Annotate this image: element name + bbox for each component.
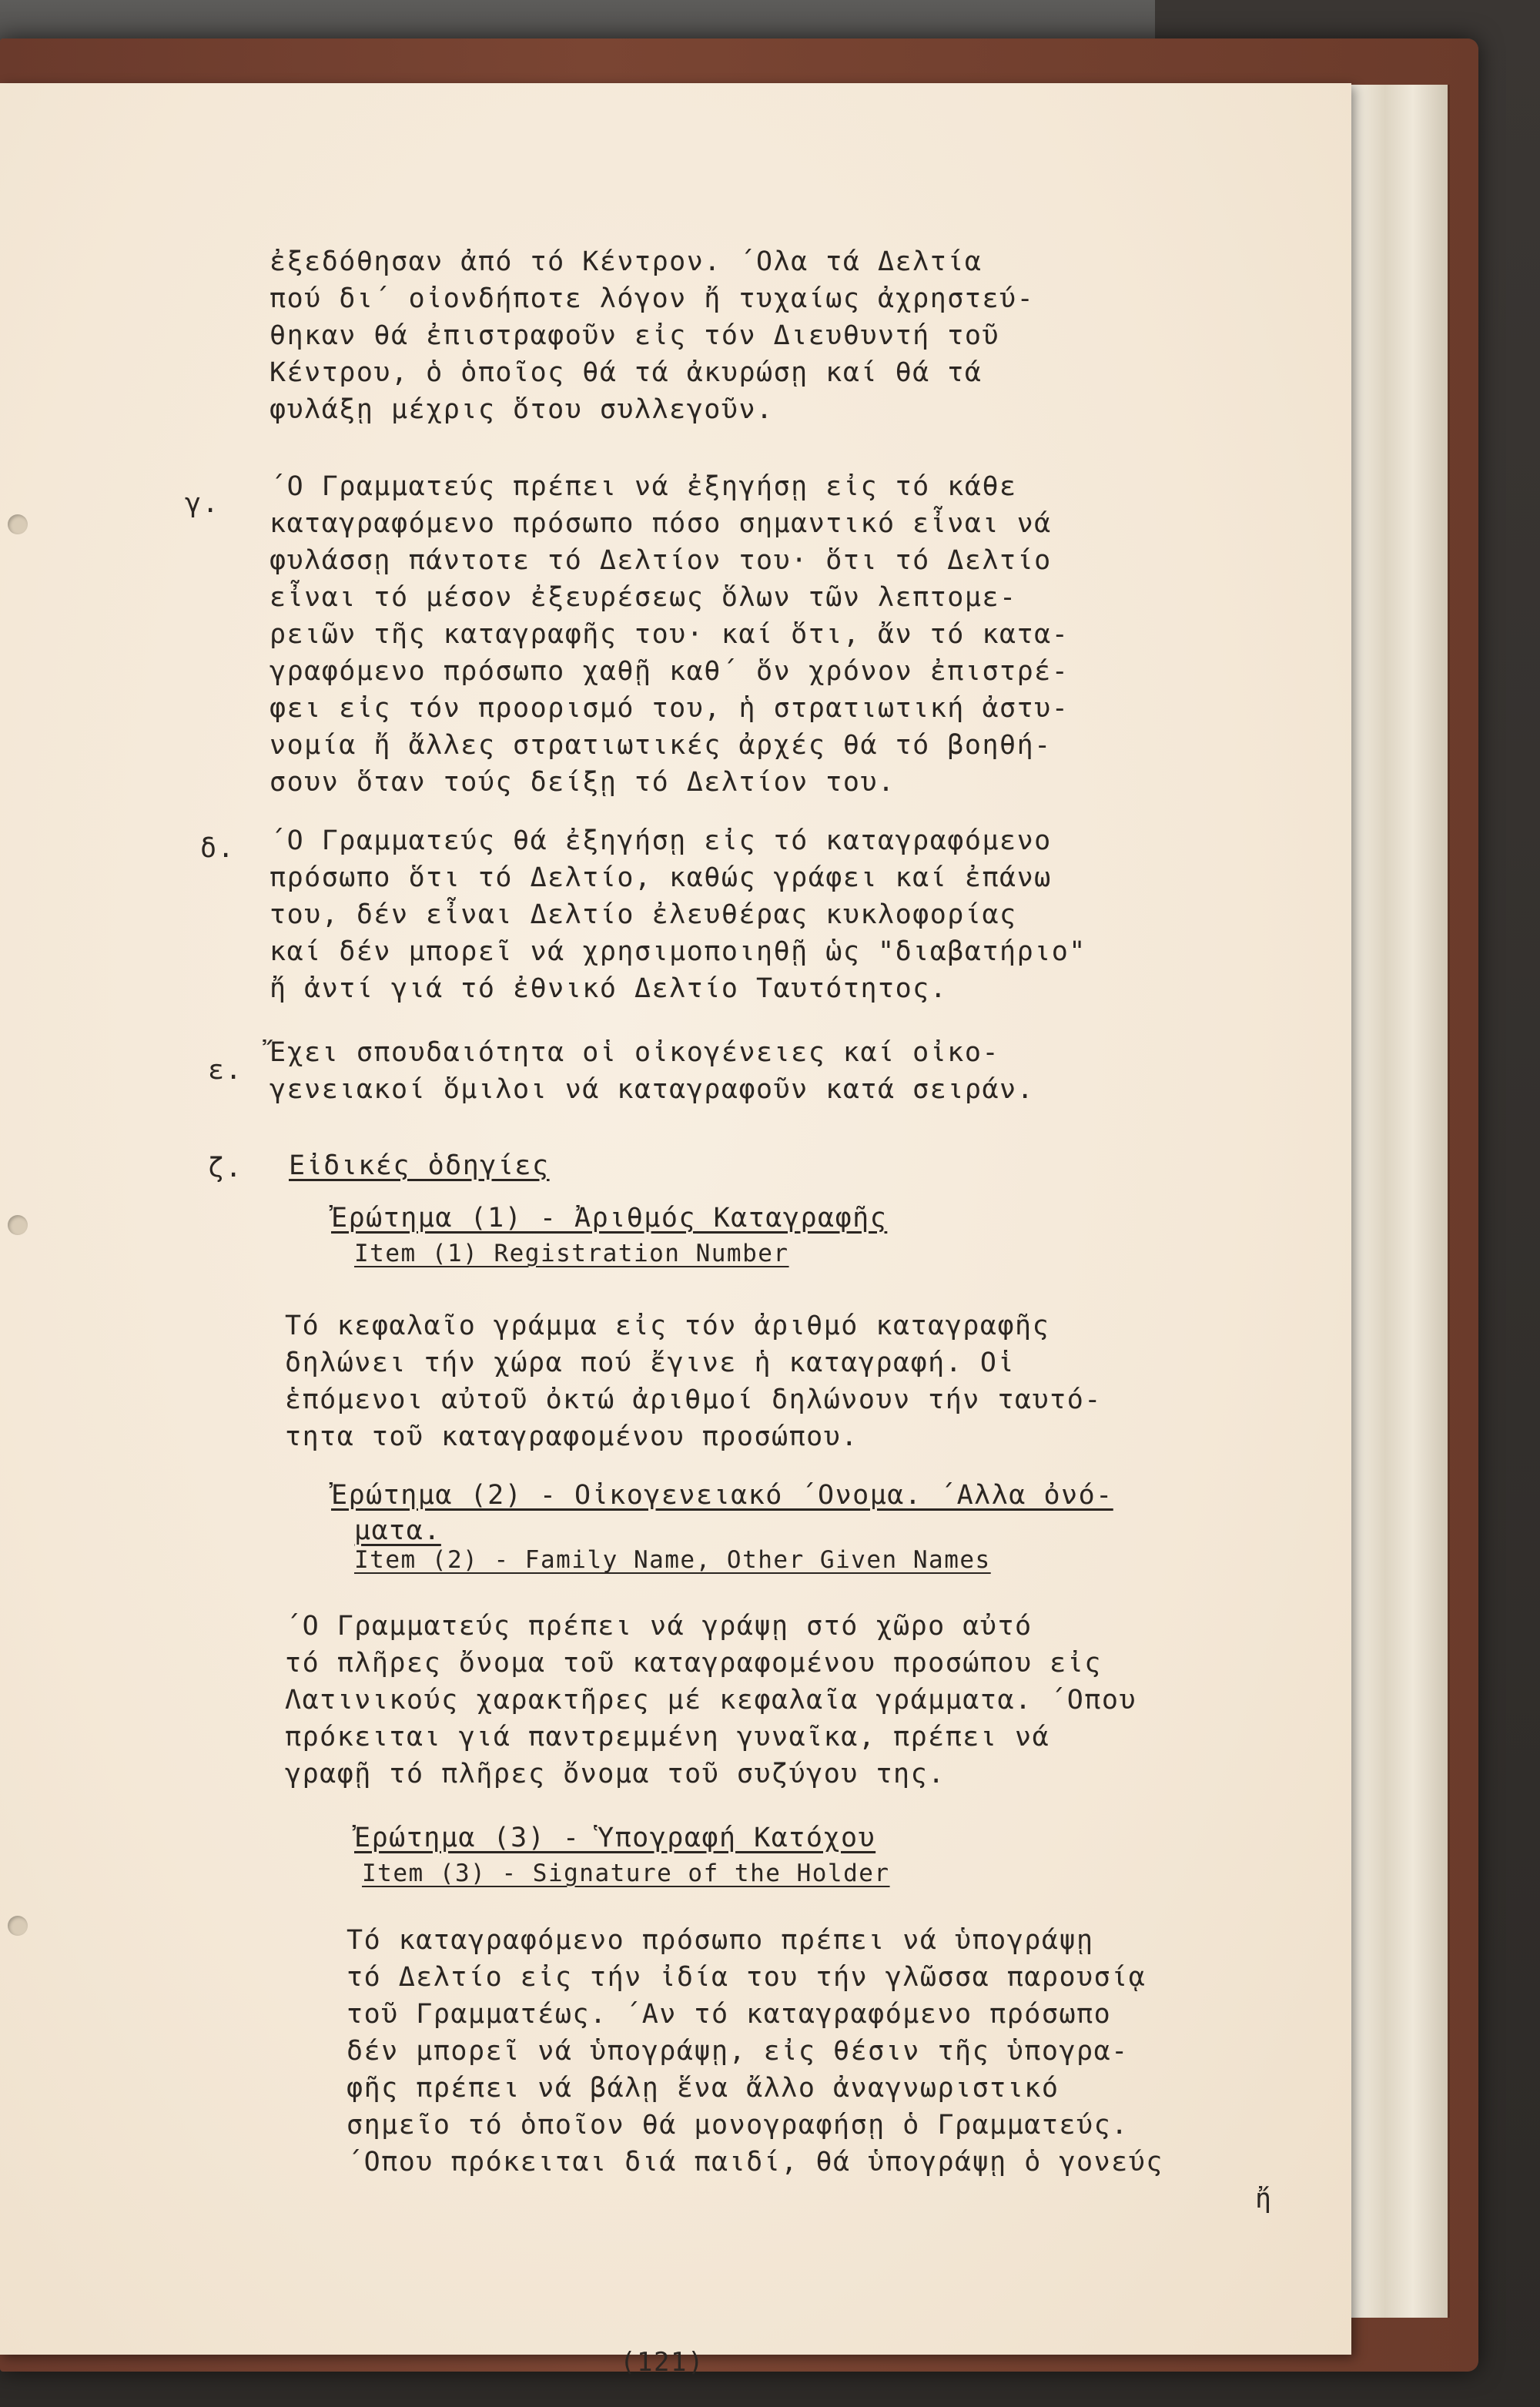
text-line: τοῦ Γραμματέως. ΄Αν τό καταγραφόμενο πρόσωπο: [346, 1999, 1112, 2030]
document-page: [0, 83, 1351, 2378]
delta-paragraph: [270, 822, 1086, 1007]
text-line: γραφόμενο πρόσωπο χαθῇ καθ΄ ὅν χρόνον ἐπιστρέ-: [270, 656, 1070, 687]
text-line: φει εἰς τόν προορισμό του, ἡ στρατιωτική ἀστυ-: [270, 693, 1070, 724]
text-line: φυλάξῃ μέχρις ὅτου συλλεγοῦν.: [270, 394, 774, 425]
text-line: ΄Ο Γραμματεύς πρέπει νά γράψῃ στό χῶρο αὐτό: [285, 1611, 1033, 1642]
item-3-body: [346, 1922, 1273, 2218]
text-line: ΄Οπου πρόκειται διά παιδί, θά ὑπογράψῃ ὁ γονεύς: [346, 2147, 1163, 2178]
section-label-delta: δ.: [200, 833, 236, 864]
text-line: δέν μπορεῖ νά ὑπογράψῃ, εἰς θέσιν τῆς ὑπογρα-: [346, 2036, 1129, 2067]
epsilon-paragraph: [270, 1034, 1034, 1108]
text-line: ΄Ο Γραμματεύς θά ἐξηγήσῃ εἰς τό καταγραφόμενο: [270, 825, 1052, 856]
item-1-english-heading: Item (1) Registration Number: [354, 1240, 789, 1267]
text-line: γενειακοί ὅμιλοι νά καταγραφοῦν κατά σειράν.: [270, 1074, 1035, 1105]
item-2-greek-heading: Ἐρώτημα (2) - Οἰκογενειακό ΄Ονομα. ΄Αλλα ὀνό-: [331, 1480, 1113, 1511]
text-line: ἤ: [1255, 2184, 1273, 2215]
text-line: Τό κεφαλαῖο γράμμα εἰς τόν ἀριθμό καταγραφῆς: [285, 1311, 1050, 1341]
text-line: καταγραφόμενο πρόσωπο πόσο σημαντικό εἶναι νά: [270, 508, 1052, 539]
intro-paragraph: [270, 243, 1034, 428]
text-line: σημεῖο τό ὁποῖον θά μονογραφήσῃ ὁ Γραμματεύς.: [346, 2110, 1129, 2141]
text-line: ΄Ο Γραμματεύς πρέπει νά ἐξηγήσῃ εἰς τό κάθε: [270, 471, 1017, 502]
section-label-epsilon: ε.: [208, 1055, 243, 1086]
text-line: Τό καταγραφόμενο πρόσωπο πρέπει νά ὑπογράψῃ: [346, 1925, 1094, 1956]
page-number: (121): [620, 2347, 705, 2378]
text-line: πού δι΄ οἰονδήποτε λόγον ἤ τυχαίως ἀχρηστεύ-: [270, 283, 1035, 314]
text-line: φυλάσσῃ πάντοτε τό Δελτίον του· ὅτι τό Δελτίο: [270, 545, 1052, 576]
document-text: [0, 83, 1351, 2378]
text-line: Ἔχει σπουδαιότητα οἱ οἰκογένειες καί οἰκο-: [270, 1037, 1000, 1068]
text-line: σουν ὅταν τούς δείξῃ τό Δελτίον του.: [270, 767, 896, 798]
text-line: δηλώνει τήν χώρα πού ἔγινε ἡ καταγραφή. Οἱ: [285, 1347, 1016, 1378]
text-line: φῆς πρέπει νά βάλῃ ἕνα ἄλλο ἀναγνωριστικό: [346, 2073, 1060, 2104]
text-line: τό πλῆρες ὄνομα τοῦ καταγραφομένου προσώπου εἰς: [285, 1648, 1102, 1679]
text-line: εἶναι τό μέσον ἐξευρέσεως ὅλων τῶν λεπτομε-: [270, 582, 1017, 613]
item-2-body: [285, 1608, 1137, 1793]
text-line: ἑπόμενοι αὐτοῦ ὀκτώ ἀριθμοί δηλώνουν τήν ταυτό-: [285, 1384, 1102, 1415]
text-line: Κέντρου, ὁ ὁποῖος θά τά ἀκυρώσῃ καί θά τά: [270, 357, 983, 388]
text-line: ἤ ἀντί γιά τό ἐθνικό Δελτίο Ταυτότητος.: [270, 973, 948, 1004]
text-line: νομία ἤ ἄλλες στρατιωτικές ἀρχές θά τό βοηθή-: [270, 730, 1052, 761]
item-2-greek-heading-continued: ματα.: [354, 1515, 441, 1546]
text-line: γραφῇ τό πλῆρες ὄνομα τοῦ συζύγου της.: [285, 1759, 946, 1789]
text-line: τό Δελτίο εἰς τήν ἰδία του τήν γλῶσσα παρουσίᾳ: [346, 1962, 1147, 1993]
text-line: πρόσωπο ὅτι τό Δελτίο, καθώς γράφει καί ἐπάνω: [270, 862, 1052, 893]
item-3-english-heading: Item (3) - Signature of the Holder: [362, 1860, 890, 1887]
gamma-paragraph: [270, 468, 1069, 801]
text-line: πρόκειται γιά παντρεμμένη γυναῖκα, πρέπει νά: [285, 1722, 1050, 1753]
text-line: Λατινικούς χαρακτῆρες μέ κεφαλαῖα γράμματα. ΄Οπου: [285, 1685, 1137, 1716]
section-label-gamma: γ.: [185, 488, 220, 519]
item-1-greek-heading: Ἐρώτημα (1) - Ἀριθμός Καταγραφῆς: [331, 1203, 888, 1234]
section-label-zeta: ζ.: [208, 1153, 243, 1183]
text-line: ἐξεδόθησαν ἀπό τό Κέντρον. ΄Ολα τά Δελτία: [270, 246, 983, 277]
item-1-body: [285, 1307, 1102, 1455]
special-instructions-heading: Εἰδικές ὁδηγίες: [289, 1150, 550, 1181]
text-line: θηκαν θά ἐπιστραφοῦν εἰς τόν Διευθυντή τοῦ: [270, 320, 1000, 351]
text-line: τητα τοῦ καταγραφομένου προσώπου.: [285, 1421, 859, 1452]
item-3-greek-heading: Ἐρώτημα (3) - Ὑπογραφή Κατόχου: [354, 1823, 876, 1853]
text-line: καί δέν μπορεῖ νά χρησιμοποιηθῇ ὡς "διαβατήριο": [270, 936, 1086, 967]
item-2-english-heading: Item (2) - Family Name, Other Given Names: [354, 1546, 991, 1574]
text-line: ρειῶν τῆς καταγραφῆς του· καί ὅτι, ἄν τό κατα-: [270, 619, 1070, 650]
text-line: του, δέν εἶναι Δελτίο ἐλευθέρας κυκλοφορίας: [270, 899, 1017, 930]
